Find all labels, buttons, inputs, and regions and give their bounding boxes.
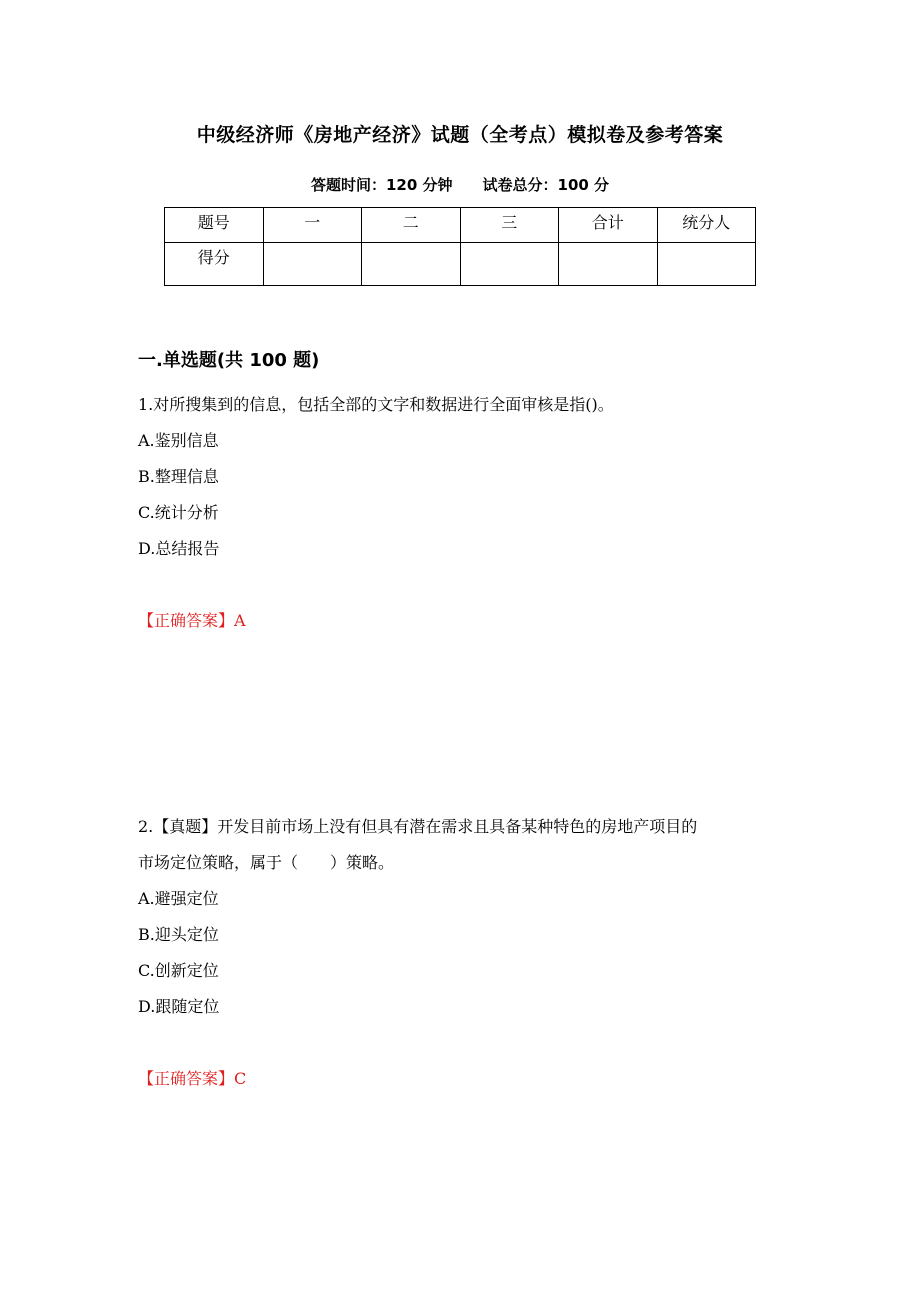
section-title: 一.单选题(共 100 题) xyxy=(138,350,320,371)
question-2-option-c: C.创新定位 xyxy=(138,961,219,980)
score-cell xyxy=(559,243,658,286)
score-table-score-row xyxy=(165,243,756,286)
question-2-option-d: D.跟随定位 xyxy=(138,997,220,1016)
document-title: 中级经济师《房地产经济》试题（全考点）模拟卷及参考答案 xyxy=(196,124,724,146)
score-cell xyxy=(657,243,756,286)
score-header-cell: 三 xyxy=(460,208,559,243)
score-table-header-row xyxy=(165,208,756,243)
question-2-text-line-1: 2.【真题】开发目前市场上没有但具有潜在需求且具备某种特色的房地产项目的 xyxy=(138,817,698,836)
score-cell xyxy=(263,243,362,286)
question-1-option-c: C.统计分析 xyxy=(138,503,219,522)
question-1-answer: 【正确答案】A xyxy=(138,611,246,630)
score-header-cell: 一 xyxy=(263,208,362,243)
question-2-text-line-2: 市场定位策略，属于（ ）策略。 xyxy=(138,853,395,872)
score-header-cell: 合计 xyxy=(559,208,658,243)
question-1-option-d: D.总结报告 xyxy=(138,539,220,558)
score-table xyxy=(164,207,756,286)
question-2-answer: 【正确答案】C xyxy=(138,1069,247,1088)
exam-time: 答题时间：120 分钟 xyxy=(310,176,453,194)
score-header-cell: 题号 xyxy=(165,208,264,243)
question-2-option-a: A.避强定位 xyxy=(138,889,219,908)
question-1-option-a: A.鉴别信息 xyxy=(138,431,219,450)
question-1-text: 1.对所搜集到的信息，包括全部的文字和数据进行全面审核是指()。 xyxy=(138,395,614,414)
score-row-label: 得分 xyxy=(165,243,264,286)
exam-info xyxy=(0,174,920,195)
score-cell xyxy=(460,243,559,286)
question-2-option-b: B.迎头定位 xyxy=(138,925,219,944)
exam-total-score: 试卷总分：100 分 xyxy=(482,176,610,194)
score-header-cell: 二 xyxy=(362,208,461,243)
question-1-option-b: B.整理信息 xyxy=(138,467,219,486)
score-cell xyxy=(362,243,461,286)
score-header-cell: 统分人 xyxy=(657,208,756,243)
